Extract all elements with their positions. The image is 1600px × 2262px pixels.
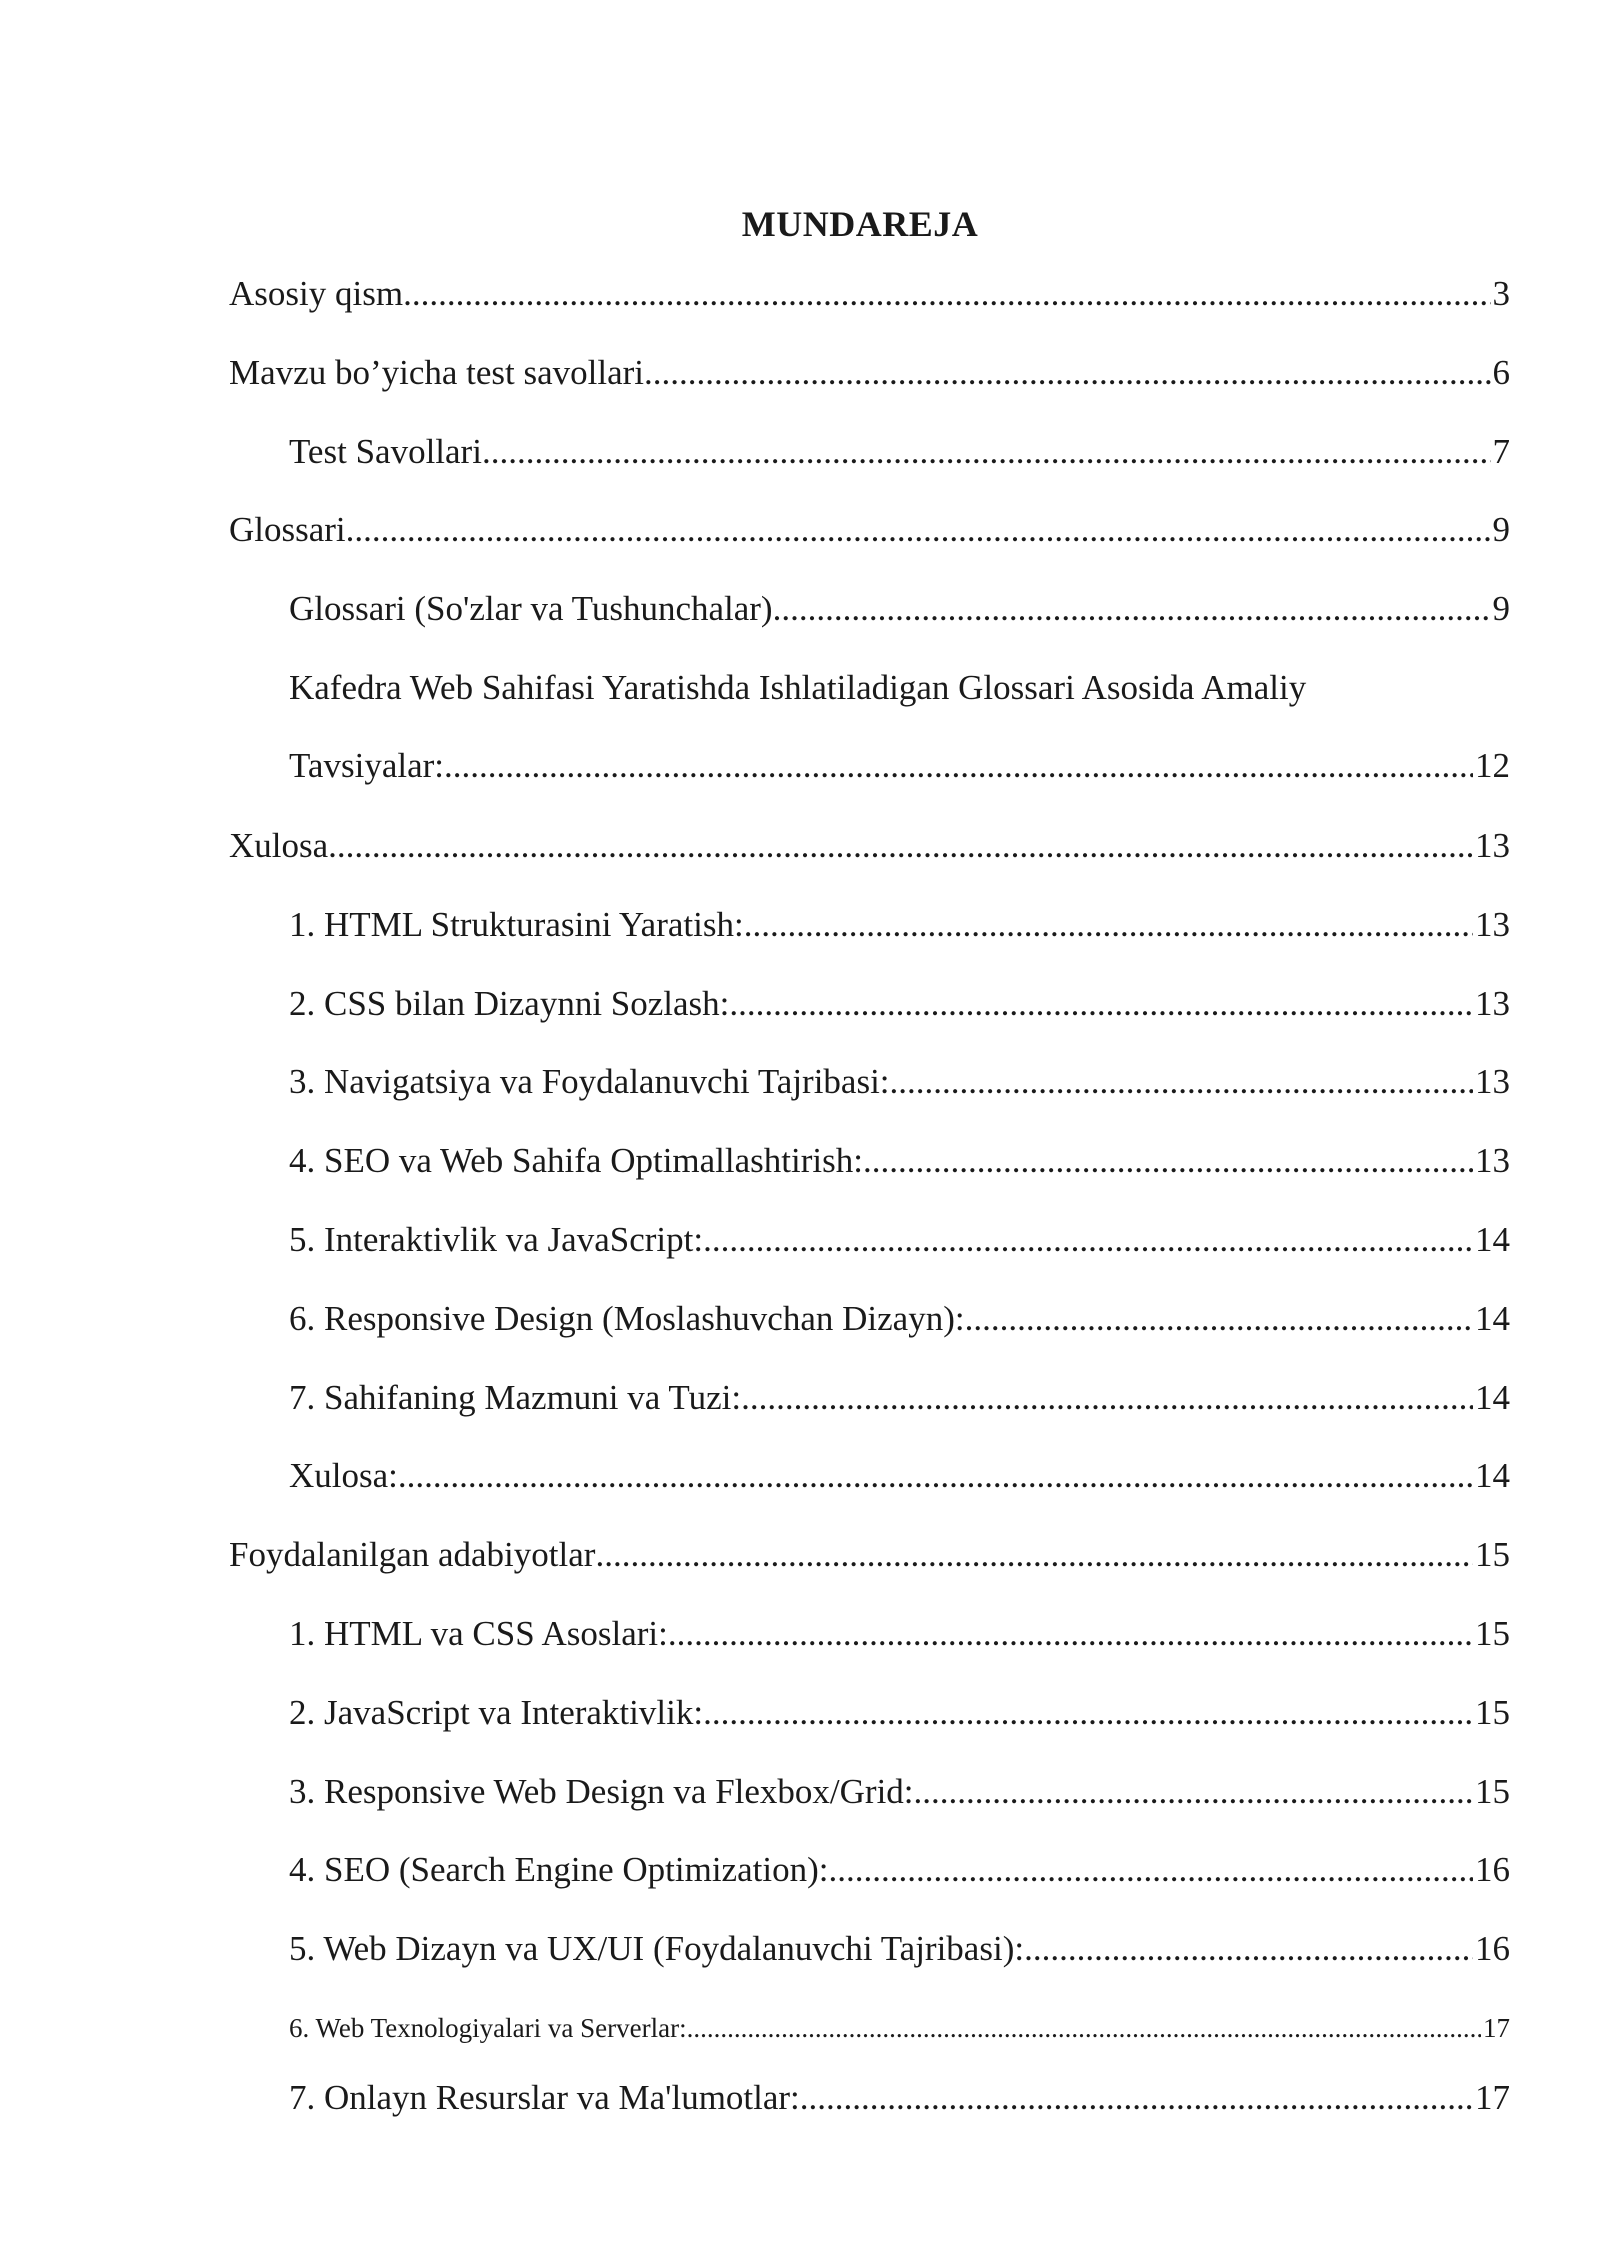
dot-leader	[828, 1838, 1473, 1902]
toc-entry-label: Glossari (So'zlar va Tushunchalar)	[289, 589, 773, 629]
dot-leader	[744, 893, 1473, 957]
toc-entry-page: 13	[1475, 825, 1510, 865]
toc-entry-page: 7	[1492, 431, 1510, 471]
toc-entry-page: 13	[1475, 1062, 1510, 1102]
toc-entry-label: Xulosa	[229, 825, 329, 865]
toc-entry-label: 4. SEO va Web Sahifa Optimallashtirish:	[289, 1141, 863, 1181]
toc-entry[interactable]	[289, 1208, 1510, 1287]
toc-entry-page: 13	[1475, 983, 1510, 1023]
toc-entry-label: Xulosa:	[289, 1456, 398, 1496]
dot-leader	[398, 1444, 1473, 1508]
toc-title: MUNDAREJA	[741, 204, 979, 244]
toc-entry-label: 6. Web Texnologiyalari va Serverlar:	[289, 2012, 687, 2043]
toc-entry-label: 5. Interaktivlik va JavaScript:	[289, 1219, 704, 1259]
toc-entry-label: Mavzu bo’yicha test savollari	[229, 352, 645, 392]
toc-entry-page: 14	[1475, 1377, 1510, 1417]
toc-entry-page: 15	[1475, 1692, 1510, 1732]
dot-leader	[773, 577, 1491, 641]
toc-entry-page: 9	[1492, 510, 1510, 550]
dot-leader	[668, 1602, 1473, 1666]
toc-entry-label: 1. HTML Strukturasini Yaratish:	[289, 904, 744, 944]
dot-leader	[328, 814, 1473, 878]
toc-entry[interactable]	[229, 341, 1510, 420]
toc-entry-label: 5. Web Dizayn va UX/UI (Foydalanuvchi Tajribasi):	[289, 1929, 1025, 1969]
toc-entry-label-line1: Kafedra Web Sahifasi Yaratishda Ishlatiladigan Glossari Asosida Amaliy	[289, 667, 1307, 707]
toc-entry-label: 7. Onlayn Resurslar va Ma'lumotlar:	[289, 2077, 800, 2117]
toc-entry[interactable]	[289, 1681, 1510, 1760]
toc-entry[interactable]	[289, 1287, 1510, 1366]
toc-entry-page: 12	[1475, 745, 1510, 785]
toc-entry[interactable]	[289, 1760, 1510, 1839]
toc-entry[interactable]	[289, 1366, 1510, 1445]
toc-entry[interactable]	[289, 420, 1510, 499]
toc-entry-label: Foydalanilgan adabiyotlar	[229, 1535, 596, 1575]
toc-entry-page: 3	[1492, 274, 1510, 313]
toc-entry[interactable]	[229, 498, 1510, 577]
toc-entry-page: 13	[1475, 904, 1510, 944]
toc-entry[interactable]	[229, 814, 1510, 893]
toc-entry-page: 13	[1475, 1141, 1510, 1181]
dot-leader	[346, 498, 1491, 562]
dot-leader	[729, 972, 1473, 1036]
dot-leader	[914, 1760, 1473, 1824]
toc-entry[interactable]	[289, 1838, 1510, 1917]
dot-leader	[687, 1996, 1481, 2060]
dot-leader	[800, 2066, 1473, 2130]
dot-leader	[403, 262, 1490, 326]
dot-leader	[965, 1287, 1473, 1351]
toc-entry-page: 15	[1475, 1535, 1510, 1575]
toc-entry-label: Test Savollari	[289, 431, 482, 471]
toc-entry-label: 1. HTML va CSS Asoslari:	[289, 1613, 668, 1653]
toc-entry-page: 14	[1475, 1456, 1510, 1496]
toc-entry[interactable]	[289, 893, 1510, 972]
toc-entry-label: Asosiy qism	[229, 274, 404, 313]
toc-entry[interactable]	[289, 1050, 1510, 1129]
dot-leader	[863, 1129, 1473, 1193]
dot-leader	[482, 420, 1491, 484]
toc-entry[interactable]	[289, 1602, 1510, 1681]
toc-entry-page: 16	[1475, 1929, 1510, 1969]
toc-entry-label: 4. SEO (Search Engine Optimization):	[289, 1850, 829, 1890]
dot-leader	[703, 1681, 1473, 1745]
dot-leader	[1024, 1917, 1473, 1981]
dot-leader	[890, 1050, 1473, 1114]
toc-entry[interactable]	[289, 1917, 1510, 1996]
dot-leader	[644, 341, 1490, 405]
toc-entry-page: 15	[1475, 1771, 1510, 1811]
dot-leader	[703, 1208, 1473, 1272]
toc-entry[interactable]	[289, 2066, 1510, 2145]
toc-entry-label: 3. Navigatsiya va Foydalanuvchi Tajribasi:	[289, 1062, 890, 1102]
toc-entry-label: 2. CSS bilan Dizaynni Sozlash:	[289, 983, 730, 1023]
table-of-contents	[229, 262, 1510, 2145]
toc-entry-label: Glossari	[229, 510, 346, 550]
toc-entry[interactable]	[289, 972, 1510, 1051]
toc-entry-page: 14	[1475, 1298, 1510, 1338]
dot-leader	[741, 1366, 1473, 1430]
toc-entry-label: Tavsiyalar:	[289, 745, 444, 785]
toc-entry[interactable]	[229, 262, 1510, 341]
toc-entry[interactable]	[289, 1996, 1510, 2066]
toc-entry-label: 7. Sahifaning Mazmuni va Tuzi:	[289, 1377, 742, 1417]
toc-entry[interactable]	[289, 1444, 1510, 1523]
toc-entry-label: 6. Responsive Design (Moslashuvchan Dizayn):	[289, 1298, 965, 1338]
toc-entry-label: 3. Responsive Web Design va Flexbox/Grid:	[289, 1771, 914, 1811]
dot-leader	[444, 734, 1473, 798]
toc-entry-page: 15	[1475, 1613, 1510, 1653]
dot-leader	[595, 1523, 1473, 1587]
toc-entry-page: 9	[1492, 589, 1510, 629]
toc-entry-label: 2. JavaScript va Interaktivlik:	[289, 1692, 704, 1732]
toc-entry-page: 6	[1492, 352, 1510, 392]
toc-entry-page: 17	[1483, 2012, 1510, 2043]
toc-entry[interactable]	[289, 577, 1510, 656]
toc-entry[interactable]	[229, 1523, 1510, 1602]
toc-entry-page: 14	[1475, 1219, 1510, 1259]
toc-entry[interactable]	[289, 656, 1510, 814]
toc-entry[interactable]	[289, 1129, 1510, 1208]
toc-entry-page: 16	[1475, 1850, 1510, 1890]
toc-entry-page: 17	[1475, 2077, 1510, 2117]
